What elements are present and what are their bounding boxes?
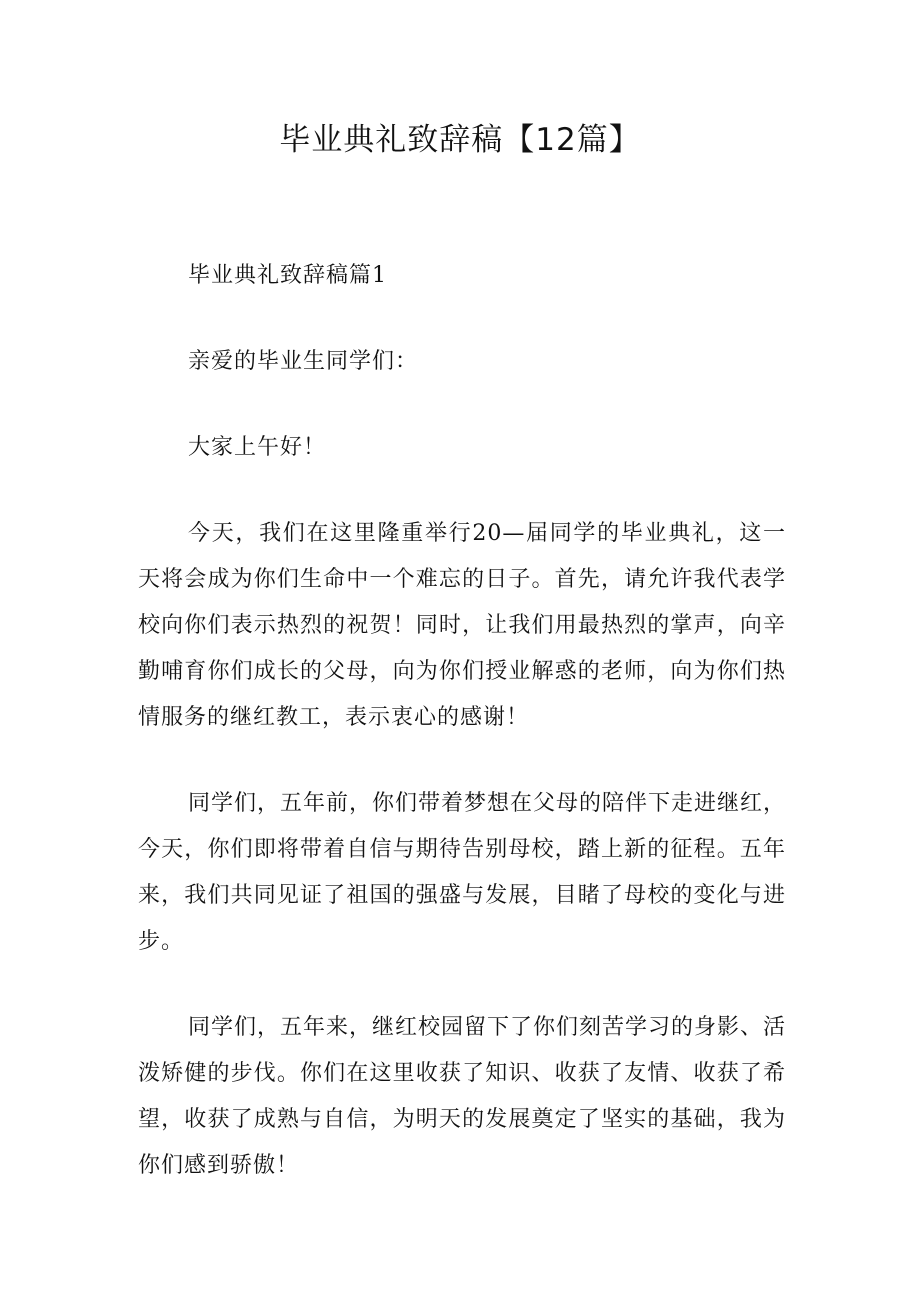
greeting: 大家上午好！: [188, 435, 327, 460]
document-body: [138, 253, 786, 1229]
document-title: 毕业典礼致辞稿【12篇】: [279, 122, 641, 158]
section-heading: 毕业典礼致辞稿篇1: [188, 263, 387, 288]
salutation: 亲爱的毕业生同学们：: [188, 349, 419, 374]
body-paragraph: 同学们，五年前，你们带着梦想在父母的陪伴下走进继红，今天，你们即将带着自信与期待告别母校，踏上新的征程。五年来，我们共同见证了祖国的强盛与发展，目睹了母校的变化与进步。: [138, 791, 787, 954]
body-paragraph: 同学们，五年来，继红校园留下了你们刻苦学习的身影、活泼矫健的步伐。你们在这里收获了知识、收获了友情、收获了希望，收获了成熟与自信，为明天的发展奠定了坚实的基础，我为你们感到骄傲！: [138, 1015, 787, 1178]
body-paragraph: 今天，我们在这里隆重举行20—届同学的毕业典礼，这一天将会成为你们生命中一个难忘的日子。首先，请允许我代表学校向你们表示热烈的祝贺！同时，让我们用最热烈的掌声，向辛勤哺育你们成长的父母，向为你们授业解惑的老师，向为你们热情服务的继红教工，表示衷心的感谢！: [138, 521, 786, 730]
